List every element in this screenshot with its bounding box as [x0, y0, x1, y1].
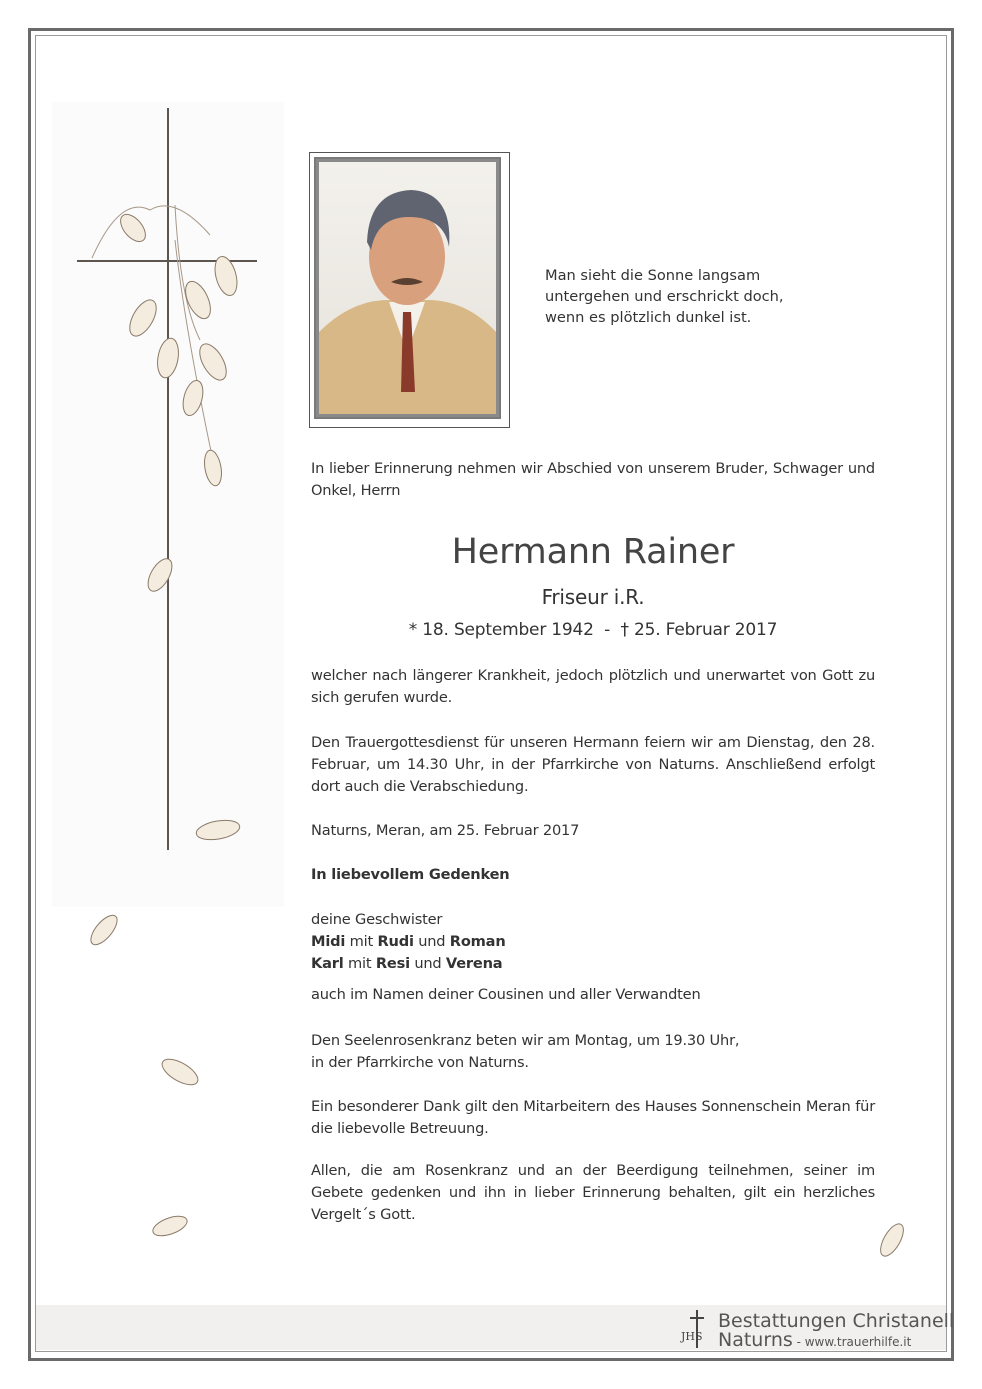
cross-with-leaves-icon: [0, 0, 300, 1300]
deceased-name: Hermann Rainer: [451, 532, 735, 572]
connector: mit: [345, 933, 378, 950]
closing-paragraph: Allen, die am Rosenkranz und an der Beerdigung teilnehmen, seiner im Gebete gedenken und ihn in lieber Erinnerung behalten, gilt ein herzliches Vergelt´s Gott.: [311, 1162, 875, 1223]
family-member: Verena: [445, 955, 503, 972]
profession: Friseur i.R.: [541, 585, 645, 609]
family-member: Resi: [375, 955, 410, 972]
gedenken-heading: In liebevollem Gedenken: [311, 866, 510, 883]
connector: und: [409, 955, 446, 972]
life-dates: * 18. September 1942 - † 25. Februar 2017: [408, 620, 778, 640]
funeral-home-town: Naturns: [718, 1329, 793, 1351]
rosary-line: in der Pfarrkirche von Naturns.: [311, 1054, 529, 1071]
family-member: Roman: [449, 933, 506, 950]
rosary-info: [311, 1030, 875, 1074]
family-member: Karl: [311, 955, 344, 972]
paragraph-death: welcher nach längerer Krankheit, jedoch plötzlich und unerwartet von Gott zu sich gerufen wurde.: [311, 667, 875, 706]
thanks-paragraph: Ein besonderer Dank gilt den Mitarbeitern des Hauses Sonnenschein Meran für die liebevolle Betreuung.: [311, 1098, 875, 1137]
funeral-home-name: Bestattungen Christanell: [718, 1310, 955, 1332]
connector: mit: [343, 955, 376, 972]
paragraph-service: Den Trauergottesdienst für unseren Hermann feiern wir am Dienstag, den 28. Februar, um 14.30 Uhr, in der Pfarrkirche von Naturns. Anschließend erfolgt dort auch die Verabschiedung.: [311, 734, 875, 795]
family-intro: deine Geschwister: [311, 911, 443, 928]
intro-text: In lieber Erinnerung nehmen wir Abschied von unserem Bruder, Schwager und Onkel, Herrn: [311, 460, 875, 499]
footer-line2: [718, 1329, 911, 1353]
quote-line: wenn es plötzlich dunkel ist.: [545, 309, 752, 326]
funeral-home-logo-icon: [680, 1308, 714, 1350]
portrait-frame: [309, 152, 510, 428]
portrait-photo: [319, 162, 496, 414]
leaf-icon: [870, 1215, 915, 1270]
rosary-line: Den Seelenrosenkranz beten wir am Montag, um 19.30 Uhr,: [311, 1032, 740, 1049]
family-line: [311, 931, 875, 953]
family-member: Midi: [311, 933, 346, 950]
relatives-line: auch im Namen deiner Cousinen und aller Verwandten: [311, 986, 701, 1003]
family-list: [311, 909, 875, 1006]
quote: [545, 265, 784, 328]
place-date: Naturns, Meran, am 25. Februar 2017: [311, 822, 580, 839]
connector: und: [413, 933, 450, 950]
quote-line: Man sieht die Sonne langsam: [545, 267, 761, 284]
website-link[interactable]: - www.trauerhilfe.it: [792, 1335, 912, 1349]
family-member: Rudi: [377, 933, 414, 950]
family-line: [311, 953, 875, 975]
svg-text:JHS: JHS: [681, 1330, 703, 1343]
quote-line: untergehen und erschrickt doch,: [545, 288, 784, 305]
